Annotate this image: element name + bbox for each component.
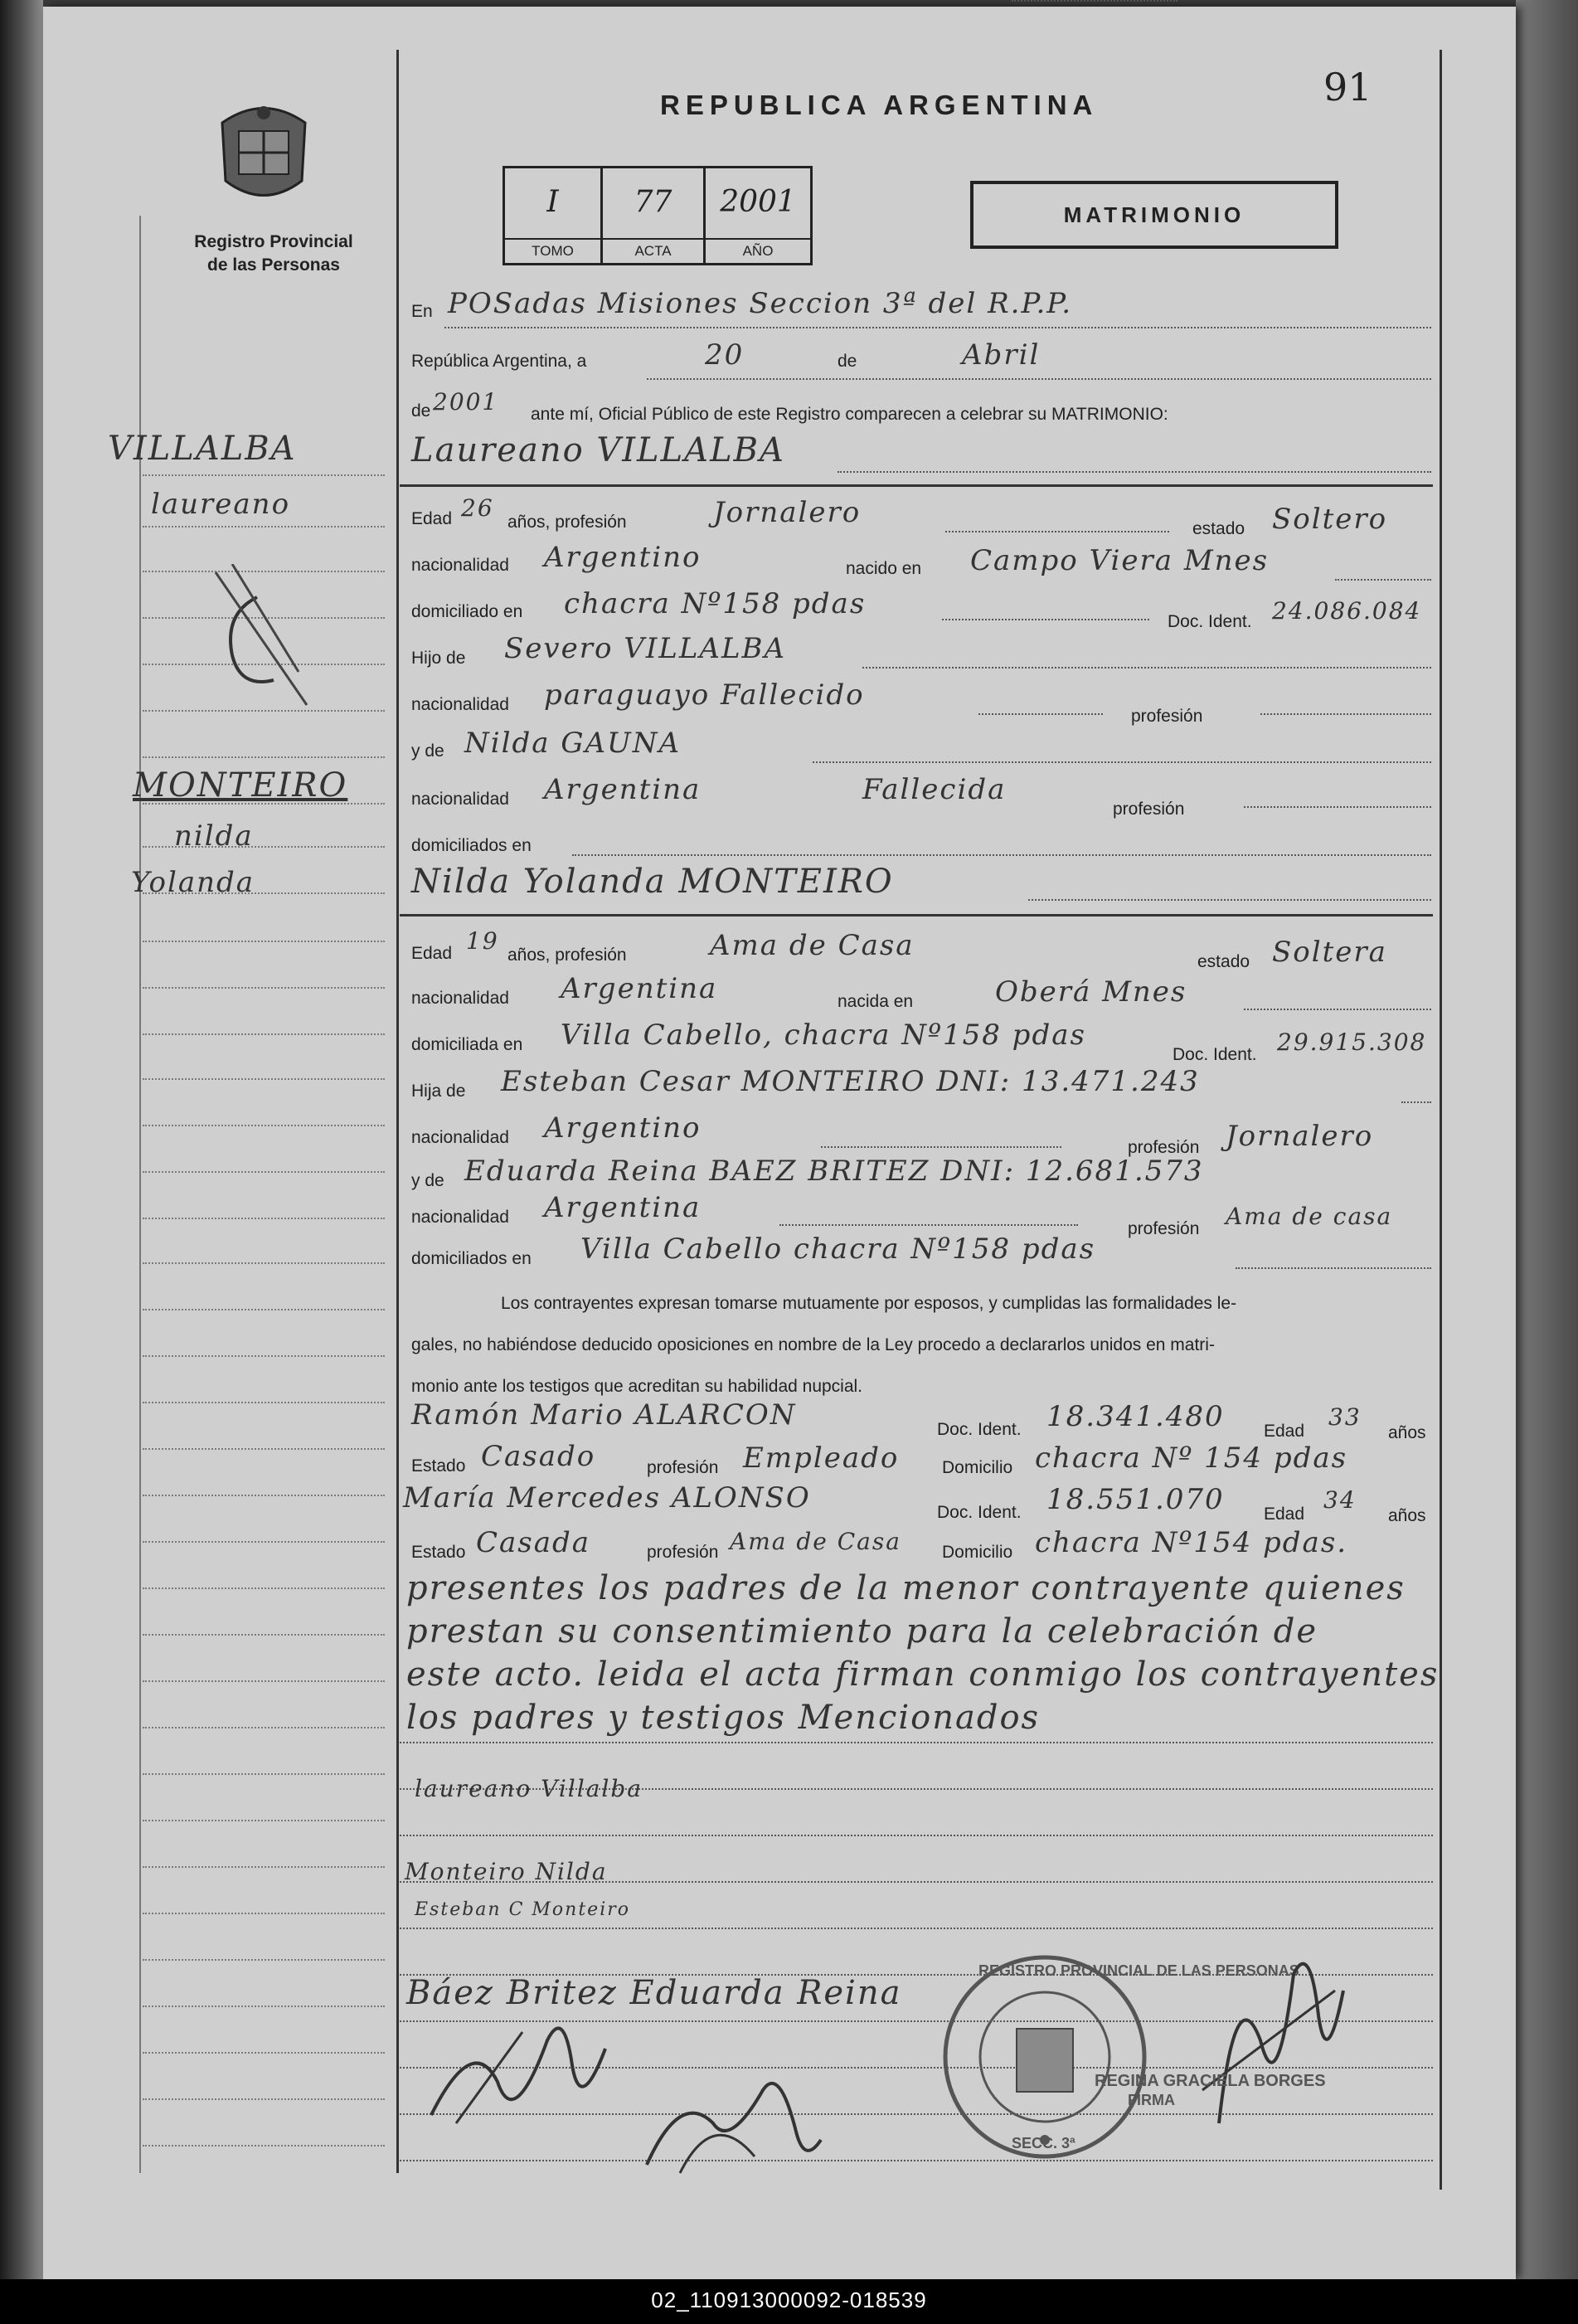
left-col-line xyxy=(143,756,385,758)
left-col-line xyxy=(143,1913,385,1914)
groom-profesion: Jornalero xyxy=(713,496,862,529)
book-binding xyxy=(0,0,43,2324)
witness-2-domicilio-label: Domicilio xyxy=(942,1543,1013,1562)
witness-2-doc-label: Doc. Ident. xyxy=(937,1503,1022,1522)
note-line-2: prestan su consentimiento para la celebración de xyxy=(406,1612,1318,1651)
left-col-line xyxy=(143,2052,385,2054)
fill-line xyxy=(945,531,1169,532)
right-margin-rule xyxy=(1440,50,1442,2190)
witness-1-profesion: Empleado xyxy=(743,1442,900,1475)
groom-estado-label: estado xyxy=(1192,519,1245,538)
bride-hija-label: Hija de xyxy=(411,1082,466,1101)
registry-line-1: Registro Provincial xyxy=(194,232,353,251)
fill-line xyxy=(1260,713,1431,715)
groom-edad-label: Edad xyxy=(411,509,453,528)
left-col-line xyxy=(143,1171,385,1173)
bride-mother-nac-label: nacionalidad xyxy=(411,1208,509,1227)
fill-line xyxy=(400,2160,1433,2161)
groom-full-name: Laureano VILLALBA xyxy=(411,431,785,469)
bride-father-nac-label: nacionalidad xyxy=(411,1128,509,1147)
left-bride-surname: MONTEIRO xyxy=(133,766,348,805)
witness-2-edad: 34 xyxy=(1323,1486,1357,1514)
left-col-line xyxy=(143,1309,385,1310)
bride-parents-dom: Villa Cabello chacra Nº158 pdas xyxy=(580,1232,1096,1266)
bride-estado: Soltera xyxy=(1272,936,1387,969)
groom-father: Severo VILLALBA xyxy=(504,632,787,665)
flourish-signature-1-icon xyxy=(423,2015,614,2140)
left-col-line xyxy=(143,1587,385,1589)
left-col-line xyxy=(143,1634,385,1636)
left-col-line xyxy=(143,1125,385,1126)
groom-domiciliado-label: domiciliado en xyxy=(411,602,523,621)
left-col-line xyxy=(143,1727,385,1728)
witness-1-doc-label: Doc. Ident. xyxy=(937,1420,1022,1439)
groom-doc-label: Doc. Ident. xyxy=(1168,612,1252,631)
left-c-mark-icon xyxy=(199,564,315,713)
left-col-line xyxy=(143,1033,385,1035)
groom-father-prof-label: profesión xyxy=(1131,707,1203,726)
fill-line xyxy=(1028,899,1431,901)
witness-2-estado-label: Estado xyxy=(411,1543,466,1562)
bride-domiciliada-label: domiciliada en xyxy=(411,1035,523,1054)
left-groom-surname: VILLALBA xyxy=(108,430,297,468)
witness-2-doc: 18.551.070 xyxy=(1046,1483,1225,1516)
left-col-line xyxy=(143,1402,385,1403)
witness-1-doc: 18.341.480 xyxy=(1046,1400,1225,1433)
fill-line xyxy=(779,1224,1078,1226)
fill-line xyxy=(1244,1009,1431,1010)
bride-edad-label: Edad xyxy=(411,944,453,963)
left-column-rule xyxy=(139,216,141,2173)
groom-separator xyxy=(400,484,1433,487)
ano-cell xyxy=(706,168,810,263)
bride-nacionalidad-label: nacionalidad xyxy=(411,989,509,1008)
groom-yde-label: y de xyxy=(411,741,444,761)
note-line-4: los padres y testigos Mencionados xyxy=(406,1699,1041,1737)
acta-cell xyxy=(603,168,706,263)
witness-2-edad-label: Edad xyxy=(1264,1505,1305,1524)
left-col-line xyxy=(143,2006,385,2007)
bride-mother: Eduarda Reina BAEZ BRITEZ DNI: 12.681.573 xyxy=(464,1155,1204,1188)
groom-edad: 26 xyxy=(461,494,494,522)
witness-1-estado-label: Estado xyxy=(411,1456,466,1476)
witness-1-anos-label: años xyxy=(1388,1423,1426,1442)
intro-month: Abril xyxy=(962,338,1041,372)
bride-parents-dom-label: domiciliados en xyxy=(411,1249,532,1268)
left-col-line xyxy=(143,1959,385,1961)
left-groom-given: laureano xyxy=(151,488,291,521)
bride-mother-nac: Argentina xyxy=(544,1191,702,1224)
left-col-line xyxy=(143,1820,385,1821)
fill-line xyxy=(862,667,1431,669)
witness-2-name: María Mercedes ALONSO xyxy=(403,1481,811,1514)
groom-estado: Soltero xyxy=(1272,503,1388,536)
groom-nacionalidad: Argentino xyxy=(544,541,702,574)
left-col-line xyxy=(143,2098,385,2100)
acta-value: 77 xyxy=(634,185,672,219)
left-bride-given-1: nilda xyxy=(174,819,254,853)
bride-father-prof-label: profesión xyxy=(1128,1138,1200,1157)
fill-line xyxy=(572,854,1431,856)
witness-2-anos-label: años xyxy=(1388,1506,1426,1525)
bride-separator xyxy=(400,914,1433,916)
witness-1-domicilio-label: Domicilio xyxy=(942,1458,1013,1477)
ante-text: ante mí, Oficial Público de este Registro comparecen a celebrar su MATRIMONIO: xyxy=(531,405,1168,424)
fill-line xyxy=(942,619,1149,620)
registry-round-stamp-icon xyxy=(937,1949,1153,2165)
left-col-line xyxy=(143,1680,385,1682)
registry-seal-icon xyxy=(214,98,313,206)
ano-value: 2001 xyxy=(720,185,796,219)
fill-line xyxy=(444,327,1431,328)
bride-father-nac: Argentino xyxy=(544,1111,702,1145)
groom-mother: Nilda GAUNA xyxy=(464,727,682,760)
left-col-line xyxy=(143,526,385,528)
left-bride-given-2: Yolanda xyxy=(131,866,255,899)
intro-place: POSadas Misiones Seccion 3ª del R.P.P. xyxy=(448,287,1073,320)
bride-mother-prof-label: profesión xyxy=(1128,1219,1200,1238)
groom-mother-status: Fallecida xyxy=(862,773,1007,806)
intro-year: 2001 xyxy=(433,388,499,416)
bride-full-name: Nilda Yolanda MONTEIRO xyxy=(411,863,894,901)
tomo-label: TOMO xyxy=(505,238,600,260)
groom-nacionalidad-label: nacionalidad xyxy=(411,556,509,575)
left-col-line xyxy=(143,1866,385,1868)
bride-signature: Monteiro Nilda xyxy=(405,1858,608,1885)
en-label: En xyxy=(411,302,433,321)
witness-1-edad-label: Edad xyxy=(1264,1422,1305,1441)
legal-line-3: monio ante los testigos que acreditan su habilidad nupcial. xyxy=(411,1377,863,1396)
volume-box xyxy=(503,166,813,265)
country-heading: REPUBLICA ARGENTINA xyxy=(660,90,1099,120)
bride-father: Esteban Cesar MONTEIRO DNI: 13.471.243 xyxy=(501,1065,1200,1098)
groom-mother-nac: Argentina xyxy=(544,773,702,806)
left-col-line xyxy=(143,474,385,476)
groom-nacido-label: nacido en xyxy=(846,559,922,578)
left-col-line xyxy=(143,1218,385,1219)
witness-1-estado: Casado xyxy=(481,1440,596,1473)
bride-domicilio: Villa Cabello, chacra Nº158 pdas xyxy=(561,1019,1086,1052)
mother-signature: Báez Britez Eduarda Reina xyxy=(406,1974,902,2012)
tomo-value: I xyxy=(546,185,559,219)
bride-nacida: Oberá Mnes xyxy=(995,975,1187,1009)
fill-line xyxy=(400,1742,1433,1743)
witness-1-domicilio: chacra Nº 154 pdas xyxy=(1035,1442,1348,1475)
image-id-label: 02_110913000092-018539 xyxy=(651,2288,927,2312)
fill-line xyxy=(400,1928,1433,1929)
page-number: 91 xyxy=(1323,65,1372,109)
groom-mother-nac-label: nacionalidad xyxy=(411,790,509,809)
bride-doc: 29.915.308 xyxy=(1277,1028,1427,1056)
witness-2-domicilio: chacra Nº154 pdas. xyxy=(1035,1526,1348,1559)
bride-nacionalidad: Argentina xyxy=(561,972,718,1005)
witness-1-edad: 33 xyxy=(1328,1403,1362,1431)
note-line-3: este acto. leida el acta firman conmigo los contrayentes xyxy=(406,1655,1440,1694)
left-col-line xyxy=(143,2145,385,2147)
fill-line xyxy=(1012,0,1177,2)
republica-label: República Argentina, a xyxy=(411,352,587,371)
left-col-line xyxy=(143,987,385,989)
bride-profesion: Ama de Casa xyxy=(710,929,915,962)
fill-line xyxy=(813,761,1431,763)
bride-yde-label: y de xyxy=(411,1171,444,1190)
left-col-line xyxy=(143,1355,385,1357)
year-label: de xyxy=(411,401,431,421)
registry-name xyxy=(166,231,381,277)
legal-line-2: gales, no habiéndose deducido oposiciones en nombre de la Ley procedo a declararlos unidos en matri- xyxy=(411,1335,1215,1354)
groom-doc: 24.086.084 xyxy=(1272,597,1422,625)
groom-father-nac-label: nacionalidad xyxy=(411,695,509,714)
left-col-line xyxy=(143,1262,385,1264)
note-line-1: presentes los padres de la menor contrayente quienes xyxy=(406,1569,1406,1607)
intro-day: 20 xyxy=(705,338,745,372)
fill-line xyxy=(647,378,1431,380)
tomo-cell xyxy=(505,168,603,263)
groom-father-nac: paraguayo Fallecido xyxy=(544,678,865,712)
de-label: de xyxy=(838,352,857,371)
fill-line xyxy=(1335,579,1431,581)
left-col-line xyxy=(143,1078,385,1080)
stamp-text-top: REGISTRO PROVINCIAL DE LAS PERSONAS xyxy=(978,1962,1299,1979)
fill-line xyxy=(821,1146,1061,1148)
groom-hijo-label: Hijo de xyxy=(411,649,466,668)
fill-line xyxy=(1236,1267,1431,1269)
bride-doc-label: Doc. Ident. xyxy=(1173,1045,1257,1064)
bride-anos-profesion-label: años, profesión xyxy=(507,946,627,965)
official-signature-icon xyxy=(1186,1941,1352,2140)
document-type-box: MATRIMONIO xyxy=(970,181,1338,249)
bride-father-prof: Jornalero xyxy=(1226,1120,1374,1153)
fill-line xyxy=(1401,1101,1431,1103)
left-col-line xyxy=(143,1773,385,1775)
father-signature: Esteban C Monteiro xyxy=(415,1899,630,1920)
fill-line xyxy=(1244,806,1431,808)
witness-1-name: Ramón Mario ALARCON xyxy=(411,1398,797,1432)
flourish-signature-2-icon xyxy=(630,2057,829,2181)
bride-estado-label: estado xyxy=(1197,952,1250,971)
fill-line xyxy=(978,713,1103,715)
witness-2-estado: Casada xyxy=(476,1526,591,1559)
official-stamp-name: REGINA GRACIELA BORGES xyxy=(1095,2072,1326,2090)
witness-2-profesion: Ama de Casa xyxy=(730,1528,901,1555)
groom-parents-dom-label: domiciliados en xyxy=(411,836,532,855)
stamp-text-bottom: SECC. 3ª xyxy=(1012,2135,1075,2151)
groom-anos-profesion-label: años, profesión xyxy=(507,513,627,532)
groom-nacido: Campo Viera Mnes xyxy=(970,544,1270,577)
groom-mother-prof-label: profesión xyxy=(1113,800,1185,819)
groom-signature: laureano Villalba xyxy=(415,1775,643,1802)
left-col-line xyxy=(143,941,385,942)
acta-label: ACTA xyxy=(603,238,703,260)
ano-label: AÑO xyxy=(706,238,810,260)
left-col-line xyxy=(143,1448,385,1450)
bride-edad: 19 xyxy=(466,927,499,955)
book-edge xyxy=(1516,0,1578,2289)
registry-line-2: de las Personas xyxy=(207,255,340,275)
left-col-line xyxy=(143,1495,385,1496)
left-margin-rule xyxy=(396,50,399,2173)
legal-line-1: Los contrayentes expresan tomarse mutuamente por esposos, y cumplidas las formalidades le- xyxy=(501,1294,1237,1313)
witness-1-profesion-label: profesión xyxy=(647,1458,719,1477)
bride-nacida-label: nacida en xyxy=(838,992,914,1011)
witness-2-profesion-label: profesión xyxy=(647,1543,719,1562)
bride-mother-prof: Ama de casa xyxy=(1226,1203,1393,1230)
groom-domicilio: chacra Nº158 pdas xyxy=(564,587,867,620)
fill-line xyxy=(838,471,1431,473)
official-stamp-title: FIRMA xyxy=(1128,2092,1175,2108)
fill-line xyxy=(400,1835,1433,1836)
left-col-line xyxy=(143,1541,385,1543)
